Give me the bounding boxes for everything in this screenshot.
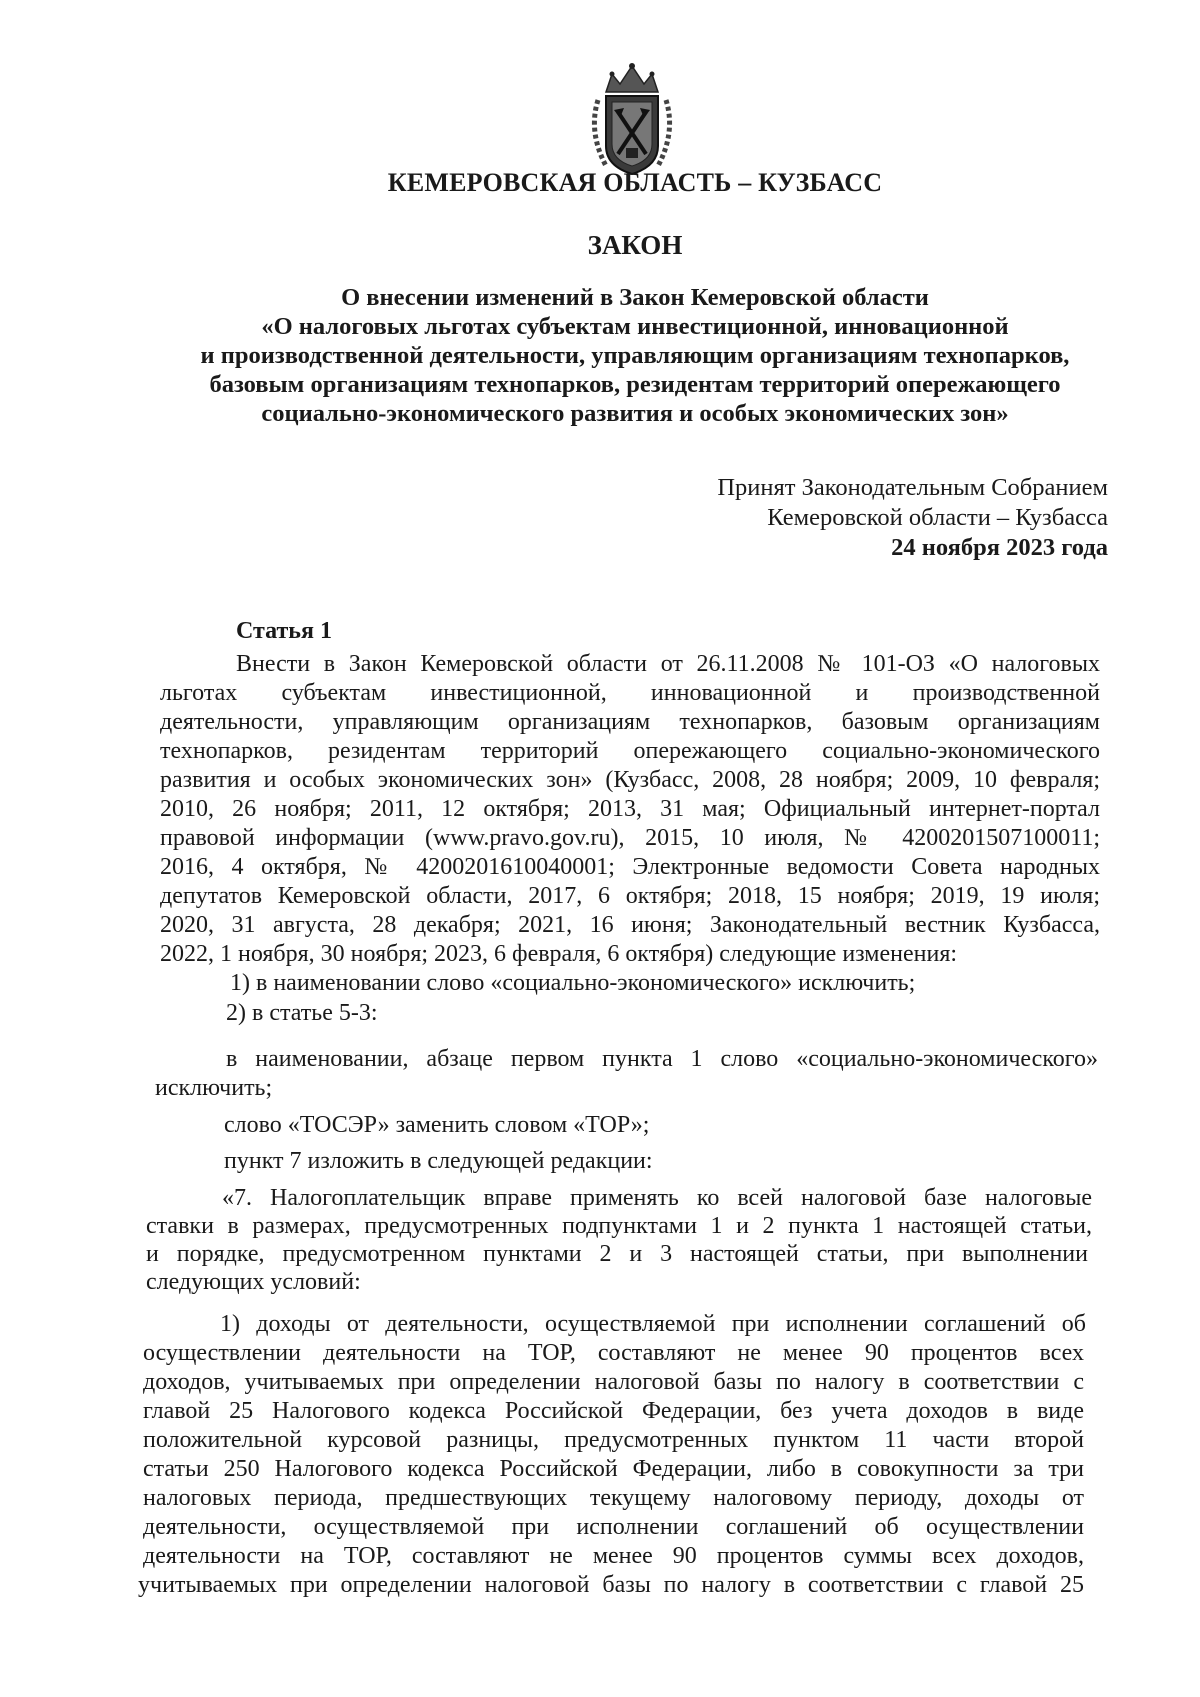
body-line: главой 25 Налогового кодекса Российской Федерации, без учета доходов в виде [143,1398,1084,1424]
body-line: 2016, 4 октября, № 4200201610040001; Электронные ведомости Совета народных [160,854,1100,880]
body-line: деятельности на ТОР, составляют не менее 90 процентов суммы всех доходов, [143,1543,1084,1569]
title-line: социально-экономического развития и особых экономических зон» [261,400,1009,427]
body-line: доходов, учитываемых при определении налоговой базы по налогу в соответствии с [143,1369,1084,1395]
title-line: О внесении изменений в Закон Кемеровской области [341,284,929,311]
body-line: 2020, 31 августа, 28 декабря; 2021, 16 июня; Законодательный вестник Кузбасса, [160,912,1100,938]
adoption-line-1: Принят Законодательным Собранием [717,474,1108,501]
document-type: ЗАКОН [587,230,683,260]
body-line: 2010, 26 ноября; 2011, 12 октября; 2013, 31 мая; Официальный интернет-портал [160,796,1100,822]
body-line: 2) в статье 5-3: [226,1000,378,1026]
adoption-block [717,473,1108,563]
body-line: Внести в Закон Кемеровской области от 26.11.2008 № 101-ОЗ «О налоговых [236,651,1100,677]
body-line: деятельности, управляющим организациям технопарков, базовым организациям [160,709,1100,735]
body-line: деятельности, осуществляемой при исполнении соглашений об осуществлении [143,1514,1084,1540]
body-line: депутатов Кемеровской области, 2017, 6 октября; 2018, 15 ноября; 2019, 19 июля; [160,883,1100,909]
body-line: осуществлении деятельности на ТОР, составляют не менее 90 процентов всех [143,1340,1084,1366]
body-line: ставки в размерах, предусмотренных подпунктами 1 и 2 пункта 1 настоящей статьи, [146,1213,1092,1239]
body-line: 1) в наименовании слово «социально-экономического» исключить; [230,970,916,996]
body-line: в наименовании, абзаце первом пункта 1 слово «социально-экономического» [226,1046,1098,1072]
body-line: 2022, 1 ноября, 30 ноября; 2023, 6 февраля, 6 октября) следующие изменения: [160,941,958,967]
body-line: технопарков, резидентам территорий опережающего социально-экономического [160,738,1100,764]
body-line: и порядке, предусмотренном пунктами 2 и 3 настоящей статьи, при выполнении [146,1241,1088,1267]
title-line: «О налоговых льготах субъектам инвестиционной, инновационной [261,313,1009,340]
body-line: налоговых периода, предшествующих текущему налоговому периоду, доходы от [143,1485,1084,1511]
body-line: 1) доходы от деятельности, осуществляемой при исполнении соглашений об [220,1311,1086,1337]
coat-of-arms-icon [584,62,680,178]
body-line: развития и особых экономических зон» (Кузбасс, 2008, 28 ноября; 2009, 10 февраля; [160,767,1100,793]
title-line: и производственной деятельности, управляющим организациям технопарков, [200,342,1070,369]
adoption-line-2: Кемеровской области – Кузбасса [767,504,1108,531]
body-line: пункт 7 изложить в следующей редакции: [224,1148,653,1174]
body-line: положительной курсовой разницы, предусмотренных пунктом 11 части второй [143,1427,1084,1453]
region-name: КЕМЕРОВСКАЯ ОБЛАСТЬ – КУЗБАСС [387,168,883,197]
title-line: базовым организациям технопарков, резидентам территорий опережающего [209,371,1061,398]
body-line: «7. Налогоплательщик вправе применять ко всей налоговой базе налоговые [222,1185,1092,1211]
adoption-date: 24 ноября 2023 года [891,534,1108,561]
article-heading: Статья 1 [236,618,332,644]
body-line: учитываемых при определении налоговой базы по налогу в соответствии с главой 25 [138,1572,1084,1598]
body-line: исключить; [155,1075,273,1101]
law-title [150,283,1120,428]
body-line: статьи 250 Налогового кодекса Российской Федерации, либо в совокупности за три [143,1456,1084,1482]
body-line: следующих условий: [146,1269,361,1295]
body-line: правовой информации (www.pravo.gov.ru), 2015, 10 июля, № 4200201507100011; [160,825,1100,851]
body-line: слово «ТОСЭР» заменить словом «ТОР»; [224,1112,650,1138]
body-line: льготах субъектам инвестиционной, инновационной и производственной [160,680,1100,706]
